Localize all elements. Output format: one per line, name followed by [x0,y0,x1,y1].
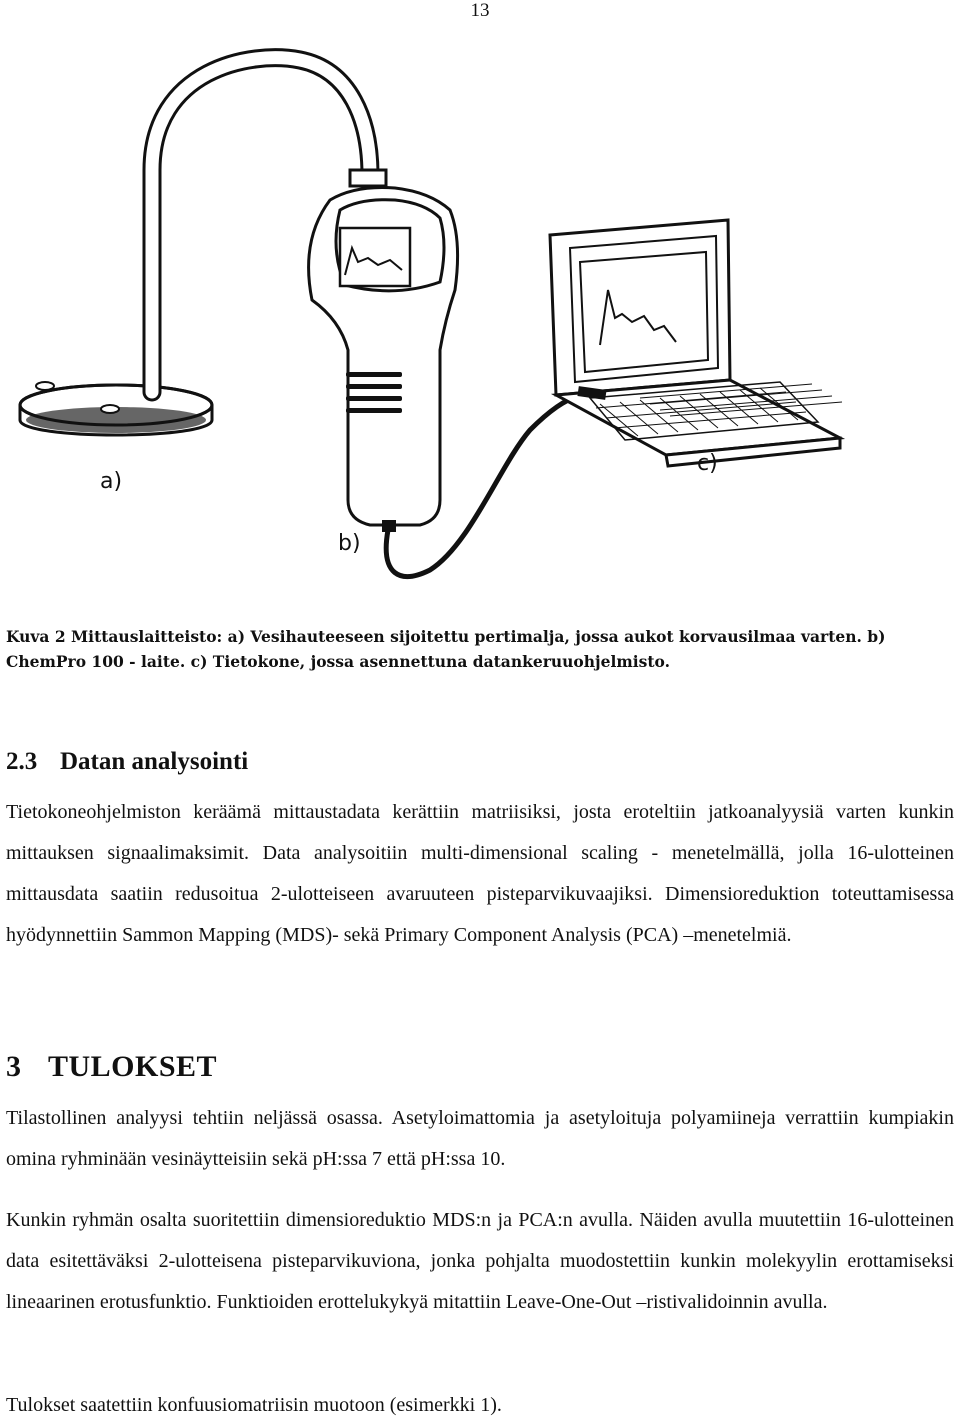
chempro-device-drawing [309,170,458,532]
page-number: 13 [470,0,490,21]
section-heading-2-3 [6,748,248,776]
section-2-3-paragraph: Tietokoneohjelmiston keräämä mittaustadata kerättiin matriisiksi, josta eroteltiin jatkoanalyysiä varten kunkin mittauksen signaalimaksimit. Data analysoitiin multi-dimensional scaling - menetelmällä, jolla 16-ulotteinen mittausdata saatiin redusoitua 2-ulotteiseen avaruuteen pisteparvikuvaajiksi. Dimensioreduktion toteuttamisessa hyödynnettiin Sammon Mapping (MDS)- sekä Primary Component Analysis (PCA) –menetelmiä. [6,801,954,946]
results-paragraph-1: Tilastollinen analyysi tehtiin neljässä osassa. Asetyloimattomia ja asetyloituja polyamiineja verrattiin kumpiakin omina ryhminään vesinäytteisiin sekä pH:ssa 7 että pH:ssa 10. [6,1107,954,1170]
chapter-number: 3 [6,1050,22,1083]
figure-label-a: a) [100,469,123,494]
results-paragraph-3: Tulokset saatettiin konfuusiomatriisin muotoon (esimerkki 1). [6,1394,502,1416]
section-title: Datan analysointi [60,748,249,775]
results-paragraph-2: Kunkin ryhmän osalta suoritettiin dimensioreduktio MDS:n ja PCA:n avulla. Näiden avulla muutettiin 16-ulotteinen data esitettäväksi 2-ulotteisena pisteparvikuviona, jonka pohjalta muodostettiin kunkin molekyylin erottamiseksi lineaarinen erotusfunktio. Funktioiden erottelukykyä mitattiin Leave-One-Out –ristivalidoinnin avulla. [6,1209,954,1313]
petri-dish-drawing [20,382,212,435]
chapter-title: TULOKSET [48,1050,218,1083]
chapter-heading-3 [6,1050,217,1084]
section-number: 2.3 [6,748,38,775]
equipment-figure [0,20,960,600]
figure-label-b: b) [338,531,361,556]
laptop-drawing [550,220,842,466]
equipment-illustration [0,20,960,600]
figure-label-c: c) [697,451,718,476]
figure-caption: Kuva 2 Mittauslaitteisto: a) Vesihauteeseen sijoitettu pertimalja, jossa aukot korvausilmaa varten. b) ChemPro 100 - laite. c) Tietokone, jossa asennettuna datankeruuohjelmisto. [6,627,886,671]
